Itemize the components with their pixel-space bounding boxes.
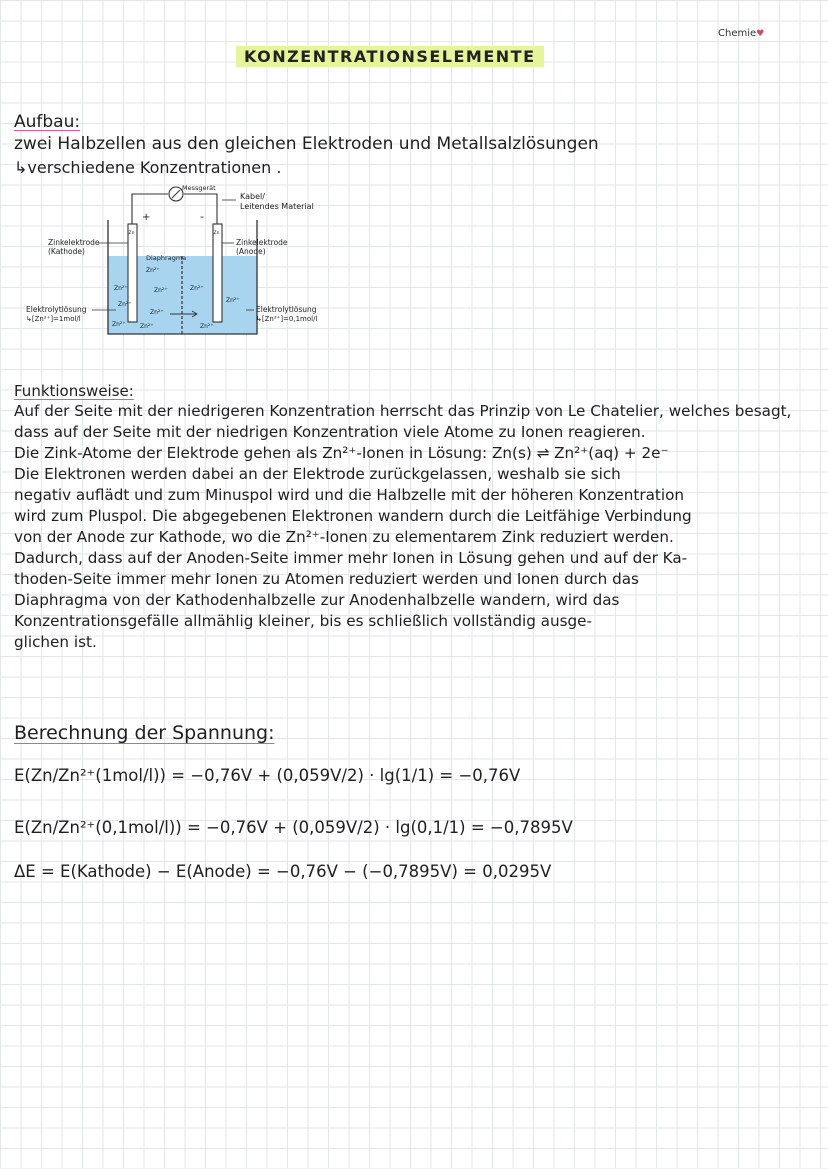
ion-label: Zn²⁺ — [118, 301, 132, 308]
funktionsweise-line: wird zum Pluspol. Die abgegebenen Elektronen wandern durch die Leitfähige Verbindung — [14, 507, 692, 525]
ion-label: Zn²⁺ — [146, 267, 160, 274]
funktionsweise-line: Die Elektronen werden dabei an der Elektrode zurückgelassen, weshalb sie sich — [14, 465, 621, 483]
brand-text: Chemie — [718, 28, 757, 39]
galvanic-cell-diagram — [20, 180, 340, 350]
brand-label — [718, 28, 764, 39]
ion-label: Zn²⁺ — [114, 285, 128, 292]
electrode-left-label: Zn — [128, 231, 135, 236]
funktionsweise-line: dass auf der Seite mit der niedrigen Konzentration viele Atome zu Ionen reagieren. — [14, 423, 646, 441]
minus-sign: - — [200, 210, 204, 223]
ion-label: Zn²⁺ — [200, 323, 214, 330]
ion-label: Zn²⁺ — [140, 323, 154, 330]
kabel-label-2: Leitendes Material — [240, 202, 314, 211]
funktionsweise-line: negativ auflädt und zum Minuspol wird und die Halbzelle mit der höheren Konzentration — [14, 486, 684, 504]
funktionsweise-line: Die Zink-Atome der Elektrode gehen als Zn²⁺-Ionen in Lösung: Zn(s) ⇌ Zn²⁺(aq) + 2e⁻ — [14, 444, 669, 462]
electrode-right-label: Zn — [213, 231, 220, 236]
funktionsweise-line: thoden-Seite immer mehr Ionen zu Atomen reduziert werden und Ionen durch das — [14, 570, 639, 588]
zinkelektrode-kathode-label: Zinkelektrode — [48, 238, 100, 247]
aufbau-line-1: zwei Halbzellen aus den gleichen Elektroden und Metallsalzlösungen — [14, 134, 599, 154]
funktionsweise-line: Dadurch, dass auf der Anoden-Seite immer mehr Ionen in Lösung gehen und auf der Ka- — [14, 549, 688, 567]
page-title: KONZENTRATIONSELEMENTE — [236, 46, 544, 67]
funktionsweise-heading: Funktionsweise: — [14, 382, 134, 400]
anode-label: (Anode) — [236, 247, 266, 256]
kathode-label: (Kathode) — [48, 247, 85, 256]
elektrolyt-right-label: Elektrolytlösung — [256, 305, 317, 314]
funktionsweise-line: Konzentrationsgefälle allmählig kleiner, bis es schließlich vollständig ausge- — [14, 612, 592, 630]
heart-icon: ♥ — [756, 29, 765, 39]
funktionsweise-line: Auf der Seite mit der niedrigeren Konzentration herrscht das Prinzip von Le Chatelier, welches besagt, — [14, 402, 792, 420]
funktionsweise-line: von der Anode zur Kathode, wo die Zn²⁺-Ionen zu elementarem Zink reduziert werden. — [14, 528, 674, 546]
ion-label: Zn²⁺ — [154, 287, 168, 294]
ion-label: Zn²⁺ — [112, 321, 126, 328]
funktionsweise-line: glichen ist. — [14, 633, 97, 651]
diaphragma-label: Diaphragma — [146, 254, 187, 262]
elektrolyt-right-conc: ↳[Zn²⁺]=0,1mol/l — [256, 315, 318, 323]
ion-label: Zn²⁺ — [226, 297, 240, 304]
equation-1: E(Zn/Zn²⁺(1mol/l)) = −0,76V + (0,059V/2) · lg(1/1) = −0,76V — [14, 766, 521, 785]
kabel-label-1: Kabel/ — [240, 192, 265, 201]
elektrolyt-left-conc: ↳[Zn²⁺]=1mol/l — [26, 315, 81, 323]
funktionsweise-line: Diaphragma von der Kathodenhalbzelle zur Anodenhalbzelle wandern, wird das — [14, 591, 620, 609]
zinkelektrode-anode-label: Zinkelektrode — [236, 238, 288, 247]
plus-sign: + — [142, 212, 151, 223]
aufbau-line-2: ↳verschiedene Konzentrationen . — [14, 158, 282, 177]
aufbau-heading: Aufbau: — [14, 112, 81, 132]
ion-label: Zn²⁺ — [150, 309, 164, 316]
equation-2: E(Zn/Zn²⁺(0,1mol/l)) = −0,76V + (0,059V/2) · lg(0,1/1) = −0,7895V — [14, 818, 573, 837]
messgeraet-label: Messgerät — [182, 184, 216, 192]
electrode-right — [213, 224, 222, 322]
berechnung-heading: Berechnung der Spannung: — [14, 722, 275, 744]
equation-3: ΔE = E(Kathode) − E(Anode) = −0,76V − (−0,7895V) = 0,0295V — [14, 862, 552, 881]
ion-label: Zn²⁺ — [190, 285, 204, 292]
elektrolyt-left-label: Elektrolytlösung — [26, 305, 87, 314]
